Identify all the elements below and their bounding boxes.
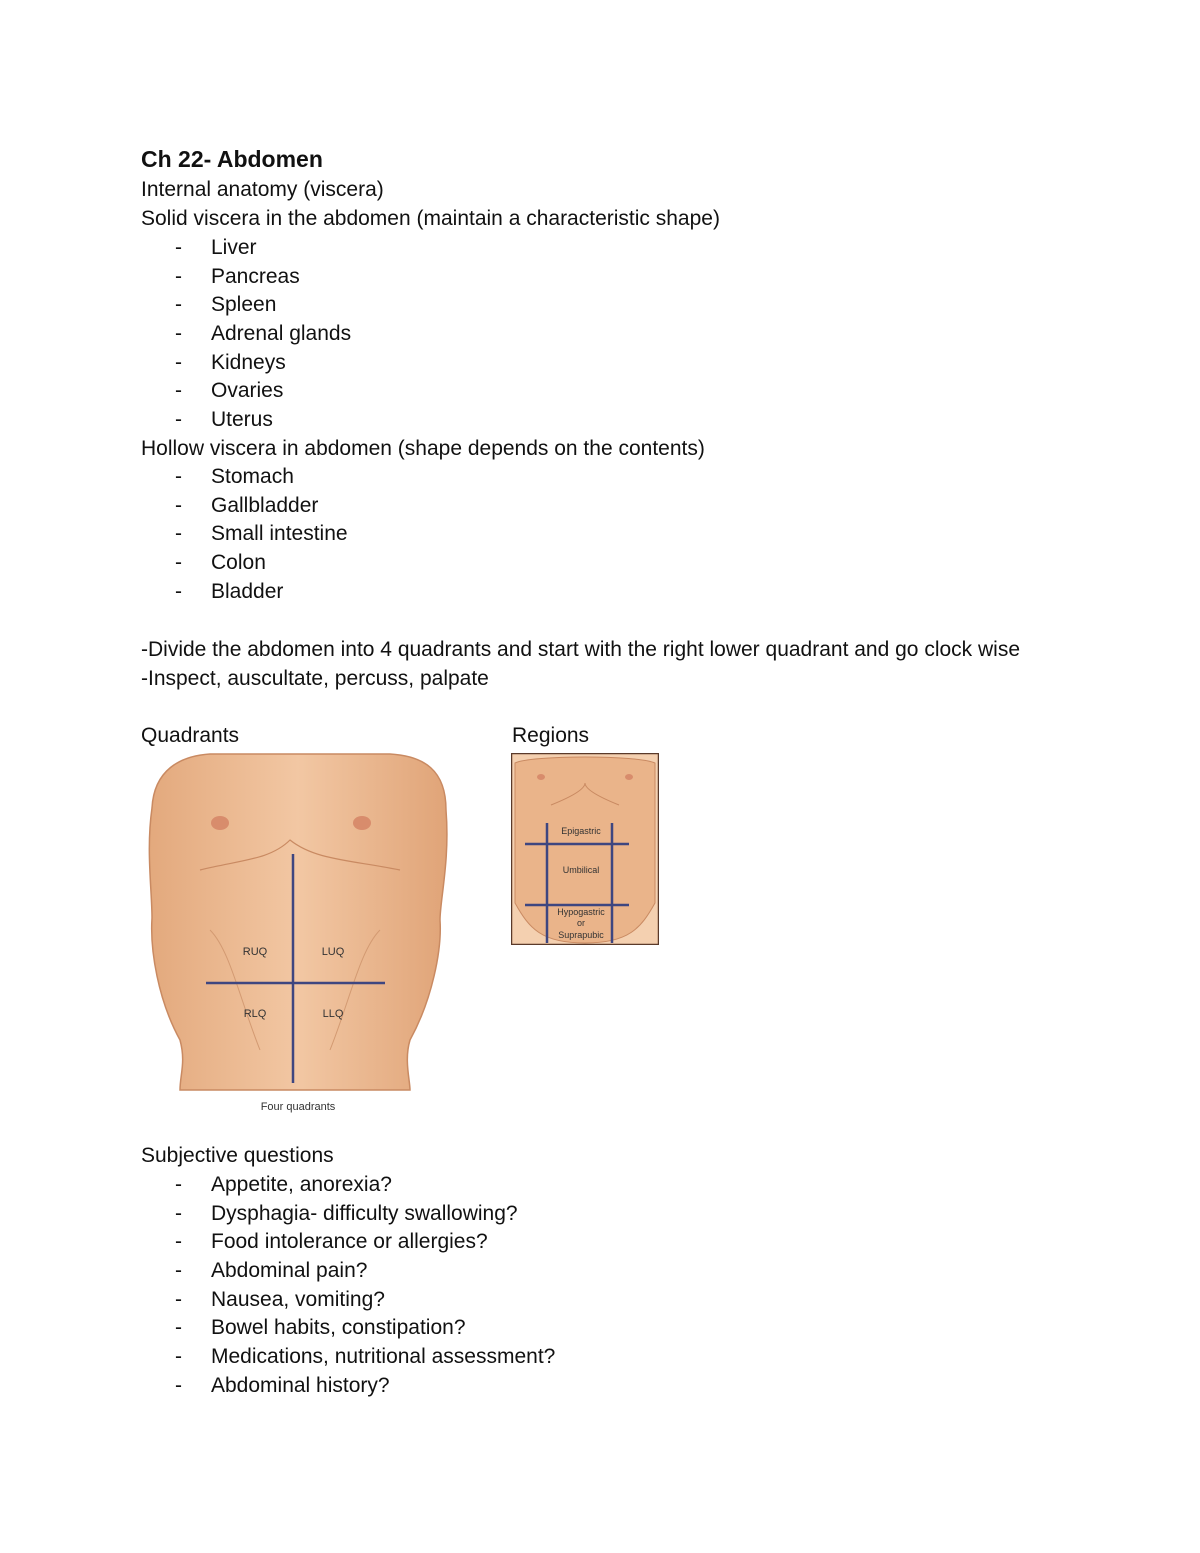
dash-bullet: - (175, 350, 182, 374)
list-item-text: Stomach (211, 465, 294, 488)
dash-bullet: - (175, 493, 182, 517)
dash-bullet: - (175, 579, 182, 603)
dash-bullet: - (175, 1316, 182, 1340)
list-item-text: Bowel habits, constipation? (211, 1316, 466, 1340)
list-item-text: Abdominal history? (211, 1373, 390, 1397)
dash-bullet: - (175, 1173, 182, 1196)
regions-right-nipple (537, 774, 545, 780)
note-quadrant-order: -Divide the abdomen into 4 quadrants and start with the right lower quadrant and go clock wise (141, 638, 1021, 661)
list-item-text: Bladder (211, 579, 284, 603)
dash-bullet: - (175, 1345, 182, 1369)
right-nipple (211, 816, 229, 830)
dash-bullet: - (175, 322, 182, 346)
solid-viscera-heading: Solid viscera in the abdomen (maintain a characteristic shape) (141, 207, 720, 230)
dash-bullet: - (175, 1259, 182, 1283)
list-item-text: Kidneys (211, 350, 286, 374)
subjective-heading: Subjective questions (141, 1144, 334, 1167)
llq-label: LLQ (322, 1008, 344, 1020)
list-item-text: Medications, nutritional assessment? (211, 1345, 556, 1369)
list-item-text: Colon (211, 551, 266, 575)
luq-label: LUQ (321, 946, 345, 958)
torso-silhouette (149, 754, 447, 1090)
list-item-text: Pancreas (211, 264, 300, 288)
dash-bullet: - (175, 465, 182, 488)
page-title: Ch 22- Abdomen (141, 146, 323, 172)
epigastric-label: Epigastric (561, 826, 601, 836)
dash-bullet: - (175, 379, 182, 403)
torso-regions-illustration (511, 753, 659, 945)
list-item-text: Spleen (211, 293, 277, 317)
dash-bullet: - (175, 1287, 182, 1311)
dash-bullet: - (175, 522, 182, 546)
ruq-label: RUQ (242, 946, 268, 958)
hypogastric-label: Hypogastric (557, 907, 605, 917)
regions-figure (511, 753, 659, 945)
subtitle: Internal anatomy (viscera) (141, 178, 384, 201)
regions-caption: Regions (512, 724, 590, 747)
dash-bullet: - (175, 1201, 182, 1225)
dash-bullet: - (175, 264, 182, 288)
suprapubic-label: Suprapubic (558, 930, 604, 940)
list-item-text: Gallbladder (211, 493, 319, 517)
list-item-text: Appetite, anorexia? (211, 1173, 392, 1196)
torso-quadrants-illustration (140, 750, 460, 1120)
dash-bullet: - (175, 293, 182, 317)
list-item-text: Uterus (211, 408, 273, 432)
left-nipple (353, 816, 371, 830)
list-item-text: Adrenal glands (211, 322, 352, 346)
list-item-text: Food intolerance or allergies? (211, 1230, 488, 1254)
note-exam-sequence: -Inspect, auscultate, percuss, palpate (141, 667, 489, 690)
quadrants-figure (140, 750, 460, 1120)
list-item-text: Liver (211, 236, 257, 259)
regions-left-nipple (625, 774, 633, 780)
dash-bullet: - (175, 236, 182, 259)
list-item-text: Abdominal pain? (211, 1259, 368, 1283)
figure-caption: Four quadrants (260, 1101, 336, 1113)
umbilical-label: Umbilical (562, 865, 600, 875)
dash-bullet: - (175, 551, 182, 575)
hollow-viscera-heading: Hollow viscera in abdomen (shape depends on the contents) (141, 437, 705, 460)
rlq-label: RLQ (243, 1008, 267, 1020)
or-label: or (576, 918, 586, 928)
quadrants-caption: Quadrants (141, 724, 240, 747)
list-item-text: Dysphagia- difficulty swallowing? (211, 1201, 518, 1225)
list-item-text: Nausea, vomiting? (211, 1287, 385, 1311)
list-item-text: Small intestine (211, 522, 348, 546)
dash-bullet: - (175, 1373, 182, 1397)
list-item-text: Ovaries (211, 379, 284, 403)
dash-bullet: - (175, 1230, 182, 1254)
dash-bullet: - (175, 408, 182, 432)
